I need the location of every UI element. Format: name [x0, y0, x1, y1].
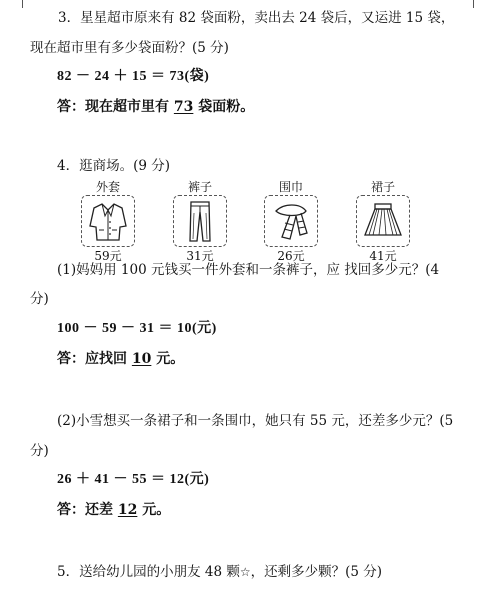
q4-sub2-equation: 26 ＋ 41 － 55 ＝ 12(元): [57, 472, 210, 487]
q4-sub1-text-line1: (1)妈妈用 100 元钱买一件外套和一条裤子，应 找回多少元？(4: [57, 262, 440, 278]
q3-answer-value: 73: [173, 99, 194, 115]
item-label: 裤子: [187, 180, 212, 194]
q4-sub1-equation: 100 － 59 － 31 ＝ 10(元): [57, 321, 217, 336]
q4-sub2-answer: [57, 501, 170, 519]
item-skirt: [351, 180, 415, 264]
q4-sub1-answer-prefix: 答：应找回: [57, 351, 127, 367]
q4-sub2-answer-prefix: 答：还差: [57, 502, 113, 518]
item-label: 裙子: [370, 180, 395, 194]
q4-sub2-answer-suffix: 元。: [142, 502, 171, 518]
q4-sub1-answer-suffix: 元。: [156, 351, 185, 367]
q4-title: 4．逛商场。(9 分): [57, 158, 171, 174]
scarf-icon: [270, 201, 312, 241]
q5-text: [57, 563, 382, 581]
q4-sub1-answer-value: 10: [131, 351, 152, 367]
q4-sub1-text-line2: 分): [30, 291, 49, 307]
q3-text-line1: 3．星星超市原来有 82 袋面粉，卖出去 24 袋后，又运进 15 袋，: [58, 10, 455, 26]
star-icon: ☆: [239, 565, 251, 579]
q4-sub2-text-line2: 分): [30, 443, 49, 459]
q3-equation: 82 － 24 ＋ 15 ＝ 73(袋): [57, 69, 210, 84]
q5-text-before: 5．送给幼儿园的小朋友 48 颗: [57, 564, 240, 580]
q4-sub2-answer-value: 12: [117, 502, 138, 518]
item-jacket: [76, 180, 140, 264]
q3-answer-prefix: 答：现在超市里有: [57, 99, 169, 115]
item-label: 外套: [95, 180, 120, 194]
q3-answer-suffix: 袋面粉。: [198, 99, 255, 115]
trousers-icon: [184, 199, 216, 243]
margin-tick-left: [22, 0, 23, 8]
item-label: 围巾: [278, 180, 303, 194]
item-price: 41元: [369, 249, 397, 263]
item-image-frame: [356, 195, 410, 247]
q4-sub2-text-line1: (2)小雪想买一条裙子和一条围巾，她只有 55 元，还差多少元？(5: [57, 413, 454, 429]
q3-answer: [57, 98, 254, 116]
item-trousers: [168, 180, 232, 264]
q4-sub1-answer: [57, 350, 184, 368]
item-price: 59元: [94, 249, 122, 263]
q3-text-line2: 现在超市里有多少袋面粉？(5 分): [30, 40, 229, 56]
skirt-icon: [361, 201, 405, 241]
item-scarf: [259, 180, 323, 264]
item-price: 26元: [277, 249, 305, 263]
item-image-frame: [173, 195, 227, 247]
jacket-icon: [88, 200, 128, 242]
item-image-frame: [81, 195, 135, 247]
item-price: 31元: [186, 249, 214, 263]
q5-text-after: ，还剩多少颗？(5 分): [250, 564, 383, 580]
item-image-frame: [264, 195, 318, 247]
margin-tick-right: [473, 0, 474, 8]
